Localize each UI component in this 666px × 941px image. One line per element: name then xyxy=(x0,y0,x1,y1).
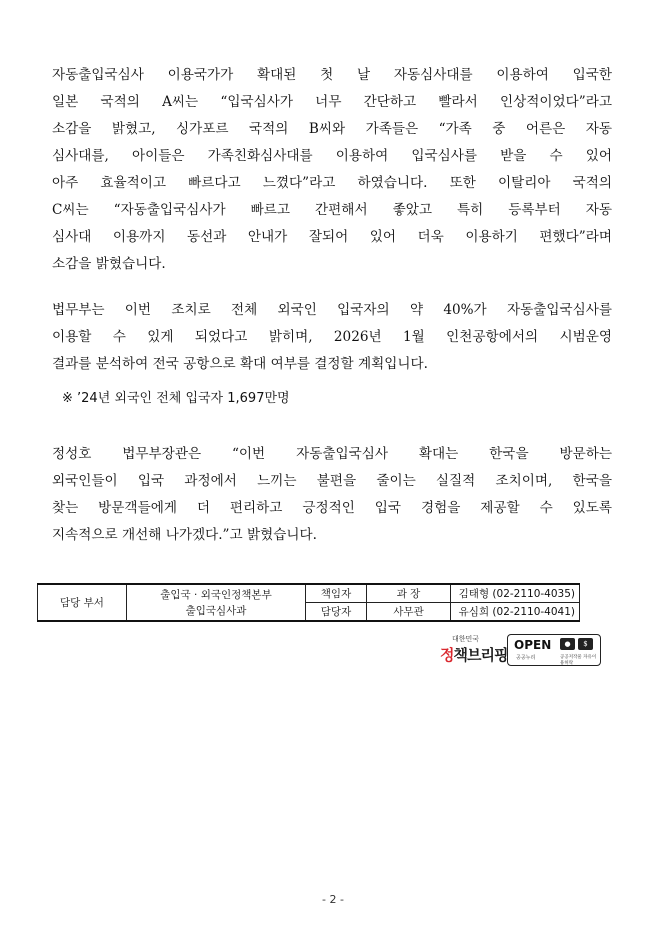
paragraph-ministry-plan xyxy=(52,297,612,378)
license-icons xyxy=(560,638,596,654)
brand-rest: 책브리핑 xyxy=(453,646,508,664)
text-line: 소감을 밝혔습니다. xyxy=(52,256,166,272)
title-cell: 사무관 xyxy=(367,603,451,622)
brand-wordmark xyxy=(440,644,507,665)
text-line: 이용할 수 있게 되었다고 밝히며, 2026년 1월 인천공항에서의 시범운영 xyxy=(52,329,612,345)
brand-top-text: 대한민국 xyxy=(452,635,480,643)
title-cell: 과 장 xyxy=(367,584,451,603)
person-cell: 김태형 (02-2110-4035) xyxy=(451,584,580,603)
license-icons-sub: 공공저작물 자유이용허락 xyxy=(560,655,597,666)
open-word: OPEN xyxy=(514,638,552,652)
attribution-icon: ● xyxy=(560,638,575,650)
dept-line1: 출입국 · 외국인정책본부 xyxy=(160,588,272,601)
paragraph-user-feedback xyxy=(52,62,612,278)
brand-red-char: 정 xyxy=(440,646,454,664)
text-line: 일본 국적의 A씨는 “입국심사가 너무 간단하고 빨라서 인상적이었다”라고 xyxy=(52,94,612,110)
text-line: 정성호 법무부장관은 “이번 자동출입국심사 확대는 한국을 방문하는 xyxy=(52,446,612,462)
text-line: 소감을 밝혔고, 싱가포르 국적의 B씨와 가족들은 “가족 중 어른은 자동 xyxy=(52,121,612,137)
text-line: 지속적으로 개선해 나가겠다.”고 밝혔습니다. xyxy=(52,527,317,543)
text-line: C씨는 “자동출입국심사가 빠르고 간편해서 좋았고 특히 등록부터 자동 xyxy=(52,202,612,218)
person-cell: 유심희 (02-2110-4041) xyxy=(451,603,580,622)
role-cell: 책임자 xyxy=(306,584,367,603)
text-line: 법무부는 이번 조치로 전체 외국인 입국자의 약 40%가 자동출입국심사를 xyxy=(52,302,612,318)
open-sub: 공공누리 xyxy=(516,655,536,661)
text-line: 찾는 방문객들에게 더 편리하고 긍정적인 입국 경험을 제공할 수 있도록 xyxy=(52,500,612,516)
commercial-icon: $ xyxy=(578,638,593,650)
text-line: 심사대 이용까지 동선과 안내가 잘되어 있어 더욱 이용하기 편했다”라며 xyxy=(52,229,612,245)
dept-name xyxy=(127,584,306,621)
page-number: - 2 - xyxy=(322,893,344,906)
footnote: ※ ’24년 외국인 전체 입국자 1,697만명 xyxy=(62,391,290,406)
contact-table xyxy=(37,583,580,622)
open-license-badge xyxy=(507,634,601,666)
dept-label: 담당 부서 xyxy=(38,584,127,621)
policy-briefing-logo xyxy=(440,634,605,670)
text-line: 외국인들이 입국 과정에서 느끼는 불편을 줄이는 실질적 조치이며, 한국을 xyxy=(52,473,612,489)
text-line: 아주 효율적이고 빠르다고 느꼈다”라고 하였습니다. 또한 이탈리아 국적의 xyxy=(52,175,612,191)
text-line: 심사대를, 아이들은 가족친화심사대를 이용하여 입국심사를 받을 수 있어 xyxy=(52,148,612,164)
paragraph-minister-quote xyxy=(52,441,612,549)
role-cell: 담당자 xyxy=(306,603,367,622)
text-line: 자동출입국심사 이용국가가 확대된 첫 날 자동심사대를 이용하여 입국한 xyxy=(52,67,612,83)
text-line: 결과를 분석하여 전국 공항으로 확대 여부를 결정할 계획입니다. xyxy=(52,356,428,372)
dept-line2: 출입국심사과 xyxy=(185,604,247,617)
